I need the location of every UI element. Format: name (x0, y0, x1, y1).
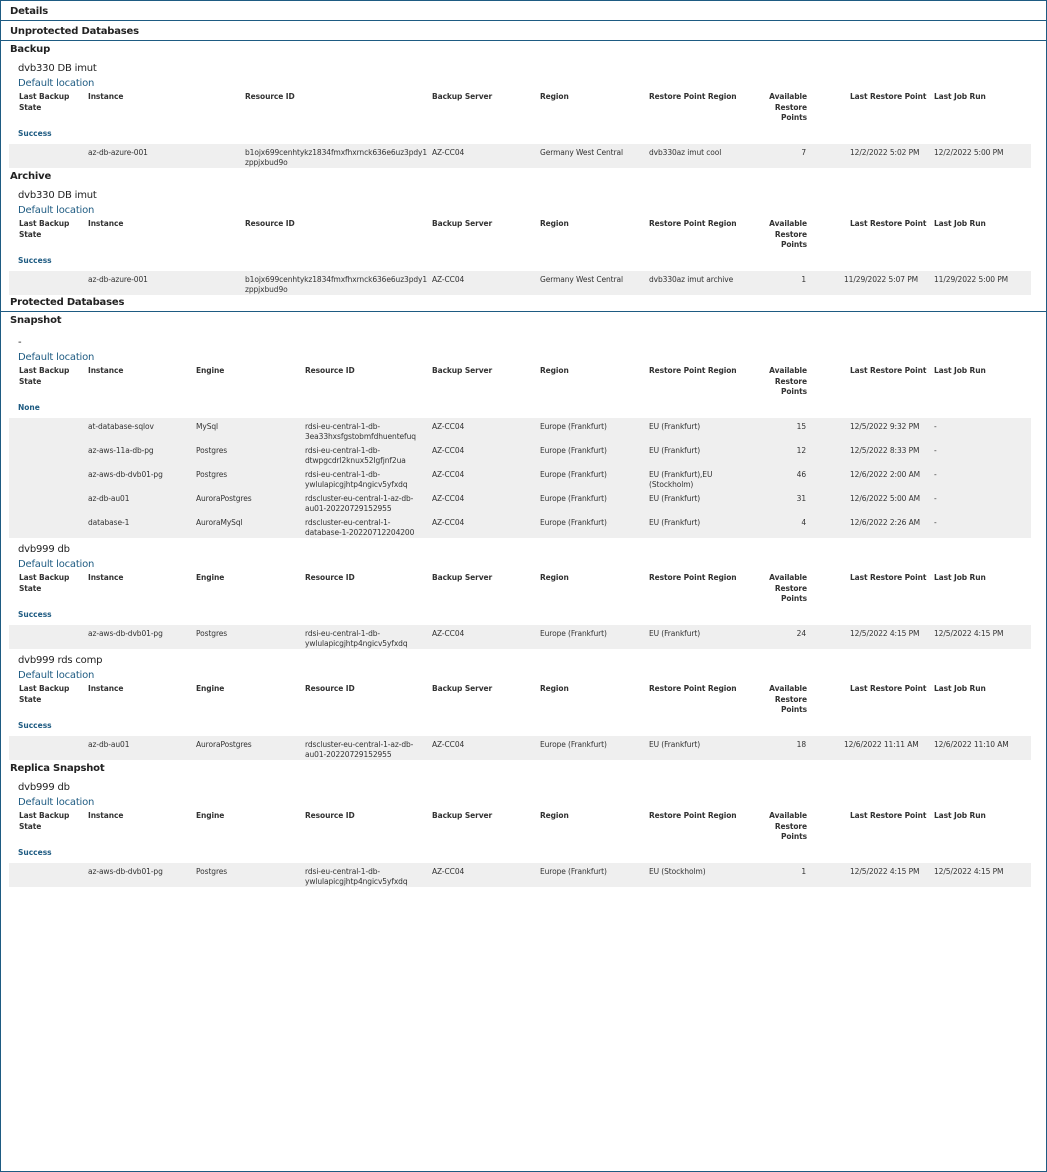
cell-last-job: 12/6/2022 11:10 AM (934, 740, 1009, 749)
cell-restore-point-region: EU (Frankfurt) (649, 446, 701, 455)
cell-last-job: 12/2/2022 5:00 PM (934, 148, 1004, 157)
table-row (9, 418, 1031, 442)
col-region: Region (540, 92, 569, 101)
cell-last-job: - (934, 446, 937, 455)
cell-backup-server: AZ-CC04 (432, 275, 465, 284)
cell-points: 24 (796, 629, 806, 638)
cell-instance: az-aws-db-dvb01-pg (88, 470, 163, 479)
col-last-backup-state: Last Backup State (19, 366, 70, 386)
col-instance: Instance (88, 684, 124, 693)
cell-last-restore: 12/2/2022 5:02 PM (850, 148, 920, 157)
group-title: dvb999 rds comp (18, 655, 103, 666)
col-last-job-run: Last Job Run (934, 573, 986, 582)
cell-resource-id: b1ojx699cenhtykz1834fmxfhxrnck636e6uz3pdy1 zppjxbud9o (245, 148, 428, 167)
table-row (9, 466, 1031, 490)
col-restore-point-region: Restore Point Region (649, 684, 737, 693)
cell-last-job: 11/29/2022 5:00 PM (934, 275, 1009, 284)
cell-engine: AuroraMySql (196, 518, 243, 527)
table-header (10, 366, 1037, 400)
col-available-restore-points: Available Restore Points (769, 684, 807, 714)
col-last-restore-point: Last Restore Point (850, 684, 927, 693)
col-last-job-run: Last Job Run (934, 811, 986, 820)
col-last-backup-state: Last Backup State (19, 811, 70, 831)
col-backup-server: Backup Server (432, 219, 493, 228)
location-link[interactable]: Default location (18, 797, 95, 808)
table-row (9, 271, 1031, 295)
cell-region: Europe (Frankfurt) (540, 867, 607, 876)
snapshot-groups (1, 328, 1046, 760)
cell-last-restore: 12/6/2022 5:00 AM (850, 494, 920, 503)
cell-region: Europe (Frankfurt) (540, 740, 607, 749)
cell-resource-id: rdscluster-eu-central-1-az-db-au01-20220729152955 (305, 494, 414, 513)
cell-region: Europe (Frankfurt) (540, 422, 607, 431)
cell-restore-point-region: EU (Stockholm) (649, 867, 706, 876)
col-last-restore-point: Last Restore Point (850, 573, 927, 582)
cell-restore-point-region: EU (Frankfurt) (649, 494, 701, 503)
cell-last-job: - (934, 470, 937, 479)
cell-instance: az-aws-11a-db-pg (88, 446, 154, 455)
category-archive: Archive (10, 171, 52, 182)
col-engine: Engine (196, 684, 225, 693)
cell-restore-point-region: EU (Frankfurt) (649, 629, 701, 638)
col-instance: Instance (88, 92, 124, 101)
col-backup-server: Backup Server (432, 366, 493, 375)
cell-resource-id: rdsi-eu-central-1-db-ywlulapicgjhtp4ngicv5yfxdq (305, 470, 408, 489)
cell-region: Europe (Frankfurt) (540, 518, 607, 527)
protected-section-title: Protected Databases (1, 295, 1046, 312)
cell-region: Germany West Central (540, 275, 623, 284)
category-backup: Backup (10, 44, 51, 55)
cell-resource-id: rdscluster-eu-central-1-az-db-au01-20220729152955 (305, 740, 414, 759)
col-region: Region (540, 811, 569, 820)
cell-points: 15 (796, 422, 806, 431)
col-last-restore-point: Last Restore Point (850, 92, 927, 101)
cell-backup-server: AZ-CC04 (432, 470, 465, 479)
table-header (10, 92, 1037, 126)
cell-backup-server: AZ-CC04 (432, 422, 465, 431)
col-available-restore-points: Available Restore Points (769, 573, 807, 603)
col-last-backup-state: Last Backup State (19, 684, 70, 704)
col-last-job-run: Last Job Run (934, 684, 986, 693)
location-link[interactable]: Default location (18, 352, 95, 363)
location-link[interactable]: Default location (18, 670, 95, 681)
cell-region: Europe (Frankfurt) (540, 470, 607, 479)
col-engine: Engine (196, 573, 225, 582)
col-backup-server: Backup Server (432, 811, 493, 820)
cell-backup-server: AZ-CC04 (432, 867, 465, 876)
cell-restore-point-region: EU (Frankfurt),EU (Stockholm) (649, 470, 713, 489)
cell-engine: MySql (196, 422, 219, 431)
cell-engine: Postgres (196, 867, 228, 876)
cell-last-restore: 12/5/2022 9:32 PM (850, 422, 920, 431)
cell-region: Europe (Frankfurt) (540, 629, 607, 638)
cell-resource-id: b1ojx699cenhtykz1834fmxfhxrnck636e6uz3pdy1 zppjxbud9o (245, 275, 428, 294)
status-badge: Success (18, 610, 52, 619)
status-badge: Success (18, 256, 52, 265)
col-resource-id: Resource ID (245, 219, 295, 228)
col-region: Region (540, 366, 569, 375)
cell-last-job: - (934, 422, 937, 431)
cell-backup-server: AZ-CC04 (432, 629, 465, 638)
cell-instance: az-db-azure-001 (88, 148, 148, 157)
col-last-job-run: Last Job Run (934, 219, 986, 228)
col-backup-server: Backup Server (432, 92, 493, 101)
cell-restore-point-region: EU (Frankfurt) (649, 422, 701, 431)
cell-region: Europe (Frankfurt) (540, 494, 607, 503)
col-resource-id: Resource ID (305, 573, 355, 582)
table-header (10, 573, 1037, 607)
status-badge: None (18, 403, 40, 412)
col-region: Region (540, 684, 569, 693)
location-link[interactable]: Default location (18, 559, 95, 570)
col-restore-point-region: Restore Point Region (649, 573, 737, 582)
col-last-backup-state: Last Backup State (19, 92, 70, 112)
cell-backup-server: AZ-CC04 (432, 446, 465, 455)
cell-instance: az-aws-db-dvb01-pg (88, 629, 163, 638)
group-title: - (18, 337, 22, 348)
cell-resource-id: rdsi-eu-central-1-db-dtwpgcdrl2knux52Igfjnf2ua (305, 446, 406, 465)
table-row (9, 442, 1031, 466)
status-badge: Success (18, 848, 52, 857)
cell-region: Europe (Frankfurt) (540, 446, 607, 455)
col-restore-point-region: Restore Point Region (649, 219, 737, 228)
category-replica-snapshot: Replica Snapshot (10, 763, 105, 774)
cell-last-restore: 12/5/2022 4:15 PM (850, 867, 920, 876)
cell-backup-server: AZ-CC04 (432, 148, 465, 157)
group-title: dvb330 DB imut (18, 63, 97, 74)
col-last-restore-point: Last Restore Point (850, 811, 927, 820)
cell-resource-id: rdscluster-eu-central-1-database-1-20220712204200 (305, 518, 415, 537)
cell-last-job: - (934, 518, 937, 527)
cell-points: 46 (796, 470, 806, 479)
table-row (9, 144, 1031, 168)
cell-backup-server: AZ-CC04 (432, 518, 465, 527)
cell-last-restore: 11/29/2022 5:07 PM (844, 275, 919, 284)
col-available-restore-points: Available Restore Points (769, 219, 807, 249)
cell-last-restore: 12/6/2022 2:26 AM (850, 518, 920, 527)
group-title: dvb330 DB imut (18, 190, 97, 201)
col-engine: Engine (196, 811, 225, 820)
cell-instance: az-db-au01 (88, 494, 130, 503)
cell-points: 18 (796, 740, 806, 749)
table-header (10, 811, 1037, 845)
col-last-restore-point: Last Restore Point (850, 366, 927, 375)
col-region: Region (540, 219, 569, 228)
cell-points: 4 (801, 518, 806, 527)
cell-instance: database-1 (88, 518, 130, 527)
cell-last-restore: 12/6/2022 11:11 AM (844, 740, 919, 749)
col-instance: Instance (88, 811, 124, 820)
cell-resource-id: rdsi-eu-central-1-db-ywlulapicgjhtp4ngicv5yfxdq (305, 867, 408, 886)
col-available-restore-points: Available Restore Points (769, 811, 807, 841)
cell-region: Germany West Central (540, 148, 623, 157)
status-badge: Success (18, 721, 52, 730)
table-header (10, 684, 1037, 718)
table-row (9, 514, 1031, 538)
col-last-restore-point: Last Restore Point (850, 219, 927, 228)
col-resource-id: Resource ID (305, 366, 355, 375)
cell-engine: AuroraPostgres (196, 494, 252, 503)
cell-resource-id: rdsi-eu-central-1-db-ywlulapicgjhtp4ngicv5yfxdq (305, 629, 408, 648)
col-restore-point-region: Restore Point Region (649, 366, 737, 375)
cell-instance: az-db-azure-001 (88, 275, 148, 284)
cell-instance: at-database-sqlov (88, 422, 154, 431)
col-last-job-run: Last Job Run (934, 92, 986, 101)
cell-last-restore: 12/6/2022 2:00 AM (850, 470, 920, 479)
cell-last-job: 12/5/2022 4:15 PM (934, 629, 1004, 638)
group-title: dvb999 db (18, 782, 70, 793)
table-row (9, 736, 1031, 760)
col-resource-id: Resource ID (305, 684, 355, 693)
cell-restore-point-region: dvb330az imut cool (649, 148, 722, 157)
unprotected-section-title: Unprotected Databases (1, 21, 1046, 41)
location-link[interactable]: Default location (18, 78, 95, 89)
cell-backup-server: AZ-CC04 (432, 740, 465, 749)
cell-points: 7 (801, 148, 806, 157)
col-region: Region (540, 573, 569, 582)
col-engine: Engine (196, 366, 225, 375)
cell-points: 1 (801, 275, 806, 284)
col-resource-id: Resource ID (245, 92, 295, 101)
col-last-job-run: Last Job Run (934, 366, 986, 375)
col-available-restore-points: Available Restore Points (769, 366, 807, 396)
replica-groups (1, 776, 1046, 887)
col-instance: Instance (88, 219, 124, 228)
cell-resource-id: rdsi-eu-central-1-db-3ea33hxsfgstobmfdhuentefuq (305, 422, 416, 441)
cell-engine: Postgres (196, 470, 228, 479)
cell-last-job: 12/5/2022 4:15 PM (934, 867, 1004, 876)
cell-points: 31 (796, 494, 806, 503)
table-header (10, 219, 1037, 253)
cell-engine: AuroraPostgres (196, 740, 252, 749)
col-available-restore-points: Available Restore Points (769, 92, 807, 122)
cell-last-job: - (934, 494, 937, 503)
col-restore-point-region: Restore Point Region (649, 92, 737, 101)
col-last-backup-state: Last Backup State (19, 219, 70, 239)
category-snapshot: Snapshot (10, 315, 62, 326)
status-badge: Success (18, 129, 52, 138)
table-row (9, 863, 1031, 887)
col-instance: Instance (88, 573, 124, 582)
cell-points: 1 (801, 867, 806, 876)
cell-last-restore: 12/5/2022 8:33 PM (850, 446, 920, 455)
cell-restore-point-region: EU (Frankfurt) (649, 518, 701, 527)
col-instance: Instance (88, 366, 124, 375)
table-row (9, 625, 1031, 649)
cell-restore-point-region: dvb330az imut archive (649, 275, 734, 284)
table-row (9, 490, 1031, 514)
group-title: dvb999 db (18, 544, 70, 555)
cell-backup-server: AZ-CC04 (432, 494, 465, 503)
col-backup-server: Backup Server (432, 684, 493, 693)
location-link[interactable]: Default location (18, 205, 95, 216)
cell-engine: Postgres (196, 446, 228, 455)
col-last-backup-state: Last Backup State (19, 573, 70, 593)
col-backup-server: Backup Server (432, 573, 493, 582)
cell-last-restore: 12/5/2022 4:15 PM (850, 629, 920, 638)
cell-restore-point-region: EU (Frankfurt) (649, 740, 701, 749)
cell-engine: Postgres (196, 629, 228, 638)
cell-instance: az-aws-db-dvb01-pg (88, 867, 163, 876)
col-resource-id: Resource ID (305, 811, 355, 820)
cell-points: 12 (796, 446, 806, 455)
page-title: Details (1, 1, 1046, 21)
col-restore-point-region: Restore Point Region (649, 811, 737, 820)
cell-instance: az-db-au01 (88, 740, 130, 749)
